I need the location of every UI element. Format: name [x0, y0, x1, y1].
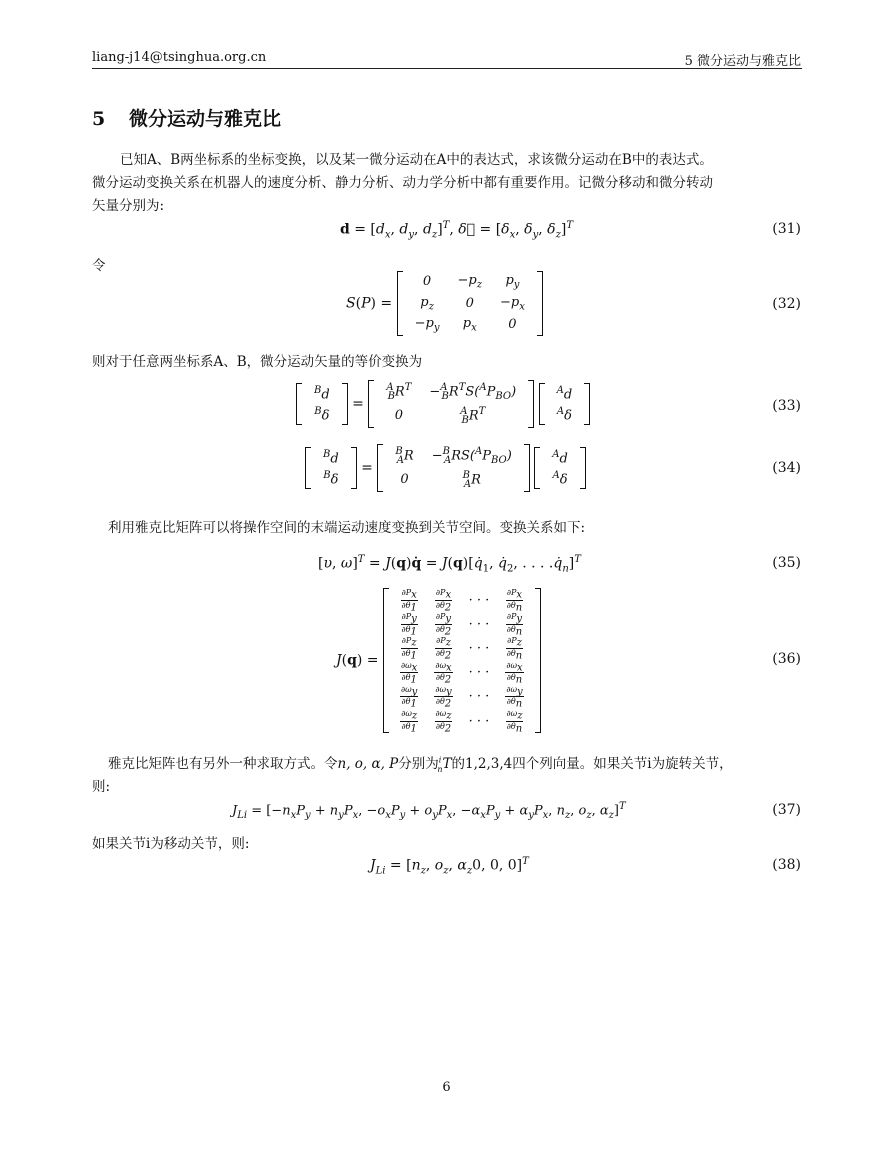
paragraph-5: 如果关节i为移动关节，则: [92, 836, 250, 852]
equation-number-36: (36) [772, 651, 801, 667]
page-number: 6 [442, 1080, 451, 1095]
header-email: liang-j14@tsinghua.org.cn [92, 50, 267, 65]
equation-32: S(P) = 0 $-p_z$ $p_y$ $p_z$ 0 $-p_x$ $-p_y$ $p_x$ 0 [346, 271, 543, 336]
equation-35: [υ, ω]$^T$ = J(q)q̇ = $J(q)[q̇_1$, $q̇_2$, . . . $.q̇_n]^T$ [318, 554, 581, 575]
section-heading [92, 104, 281, 131]
paragraph-4-line-1: 雅克比矩阵也有另外一种求取方式。令n, o, α, P分别为$^i_n$T的1,2,3,4四个列向量。如果关节i为旋转关节， [108, 755, 733, 774]
header-rule [92, 68, 802, 69]
section-title: 微分运动与雅克比 [129, 108, 282, 130]
equation-38: $J_{Li} = [n_z$, $o_z$, $\alpha_z0$, 0, 0]$^T$ [370, 856, 529, 877]
equation-number-32: (32) [772, 296, 801, 312]
paragraph-1-line-1: 已知A、B两坐标系的坐标变换，以及某一微分运动在A中的表达式，求该微分运动在B中的表达式。 [120, 152, 713, 168]
jacobian-matrix: $\frac{\partial P_x}{\partial\theta_1}$ $\frac{\partial P_x}{\partial\theta_2}$ · · · $\frac{\partial P_x}{\partial\theta_n}$ $\frac{\partial P_y}{\partial\theta_1}$ $\frac{\partial P_y}{\partial\theta_2}$ · · · $\frac{\partial P_y}{\partial\theta_n}$ $\frac{\partial P_z}{\partial\theta_1}$ $\frac{\partial P_z}{\partial\theta_2}$ · · · $\frac{\partial P_z}{\partial\theta_n}$ $\frac{\partial\omega_x}{\partial\theta_1}$ $\frac{\partial\omega_x}{\partial\theta_2}$ · · · $\frac{\partial\omega_x}{\partial\theta_n}$ $\frac{\partial\omega_y}{\partial\theta_1}$ $\frac{\partial\omega_y}{\partial\theta_2}$ · · · $\frac{\partial\omega_y}{\partial\theta_n}$ $\frac{\partial\omega_z}{\partial\theta_1}$ $\frac{\partial\omega_z}{\partial\theta_2}$ · · · $\frac{\partial\omega_z}{\partial\theta_n}$ [383, 588, 541, 733]
equation-33: $^B$d $^B$δ = $^A_BR^T$ $-^A_BR^TS(^AP_{BO})$ 0 $^A_BR^T$ $^A$d $^A$δ [296, 380, 590, 428]
equation-number-34: (34) [772, 460, 801, 476]
paragraph-4-part-b: 分别为 [398, 756, 439, 772]
paragraph-1-line-3: 矢量分别为: [92, 198, 165, 214]
equation-number-37: (37) [772, 802, 801, 818]
equation-number-33: (33) [772, 398, 801, 414]
equation-34: $^B$d $^B$δ = $^B_A$R $-^B_ARS(^AP_{BO})$ 0 $^B_A$R $^A$d $^A$δ [305, 444, 586, 492]
equation-number-38: (38) [772, 857, 801, 873]
paragraph-1-line-2: 微分运动变换关系在机器人的速度分析、静力分析、动力学分析中都有重要作用。记微分移动和微分转动 [92, 175, 713, 191]
paragraph-4-part-c: 的1,2,3,4四个列向量。如果关节i为旋转关节， [451, 756, 733, 772]
paragraph-4-part-a: 雅克比矩阵也有另外一种求取方式。令 [108, 756, 338, 772]
paragraph-2: 则对于任意两坐标系A、B，微分运动矢量的等价变换为 [92, 354, 423, 370]
equation-number-35: (35) [772, 555, 801, 571]
equation-number-31: (31) [772, 221, 801, 237]
header-section-ref: 5 微分运动与雅克比 [684, 54, 801, 69]
paragraph-4-line-2: 则: [92, 779, 111, 795]
ling-text: 令 [92, 258, 106, 274]
equation-36: J(q) = $\frac{\partial P_x}{\partial\theta_1}$ $\frac{\partial P_x}{\partial\theta_2}$ · · · $\frac{\partial P_x}{\partial\theta_n}$ $\frac{\partial P_y}{\partial\theta_1}$ $\frac{\partial P_y}{\partial\theta_2}$ · · · $\frac{\partial P_y}{\partial\theta_n}$ $\frac{\partial P_z}{\partial\theta_1}$ $\frac{\partial P_z}{\partial\theta_2}$ · · · $\frac{\partial P_z}{\partial\theta_n}$ $\frac{\partial\omega_x}{\partial\theta_1}$ $\frac{\partial\omega_x}{\partial\theta_2}$ · · · $\frac{\partial\omega_x}{\partial\theta_n}$ $\frac{\partial\omega_y}{\partial\theta_1}$ $\frac{\partial\omega_y}{\partial\theta_2}$ · · · $\frac{\partial\omega_y}{\partial\theta_n}$ $\frac{\partial\omega_z}{\partial\theta_1}$ $\frac{\partial\omega_z}{\partial\theta_2}$ · · · $\frac{\partial\omega_z}{\partial\theta_n}$ [336, 588, 541, 733]
paragraph-3: 利用雅克比矩阵可以将操作空间的末端运动速度变换到关节空间。变换关系如下: [108, 520, 586, 536]
section-number: 5 [92, 108, 106, 130]
equation-31: $d = [d_x$, $d_y$, $d_z]^T$, δ⃗ = [$\delta_x$, $\delta_y$, $\delta_z]^T$ [340, 220, 574, 241]
skew-matrix: 0 $-p_z$ $p_y$ $p_z$ 0 $-p_x$ $-p_y$ $p_x$ 0 [397, 271, 543, 336]
equation-37: $J_{Li} = [-n_xP_y + n_yP_x$, $-o_xP_y + o_yP_x$, $-\alpha_xP_y + \alpha_yP_x$, $n_z$, $o_z$, $\alpha_z]^T$ [232, 801, 626, 821]
